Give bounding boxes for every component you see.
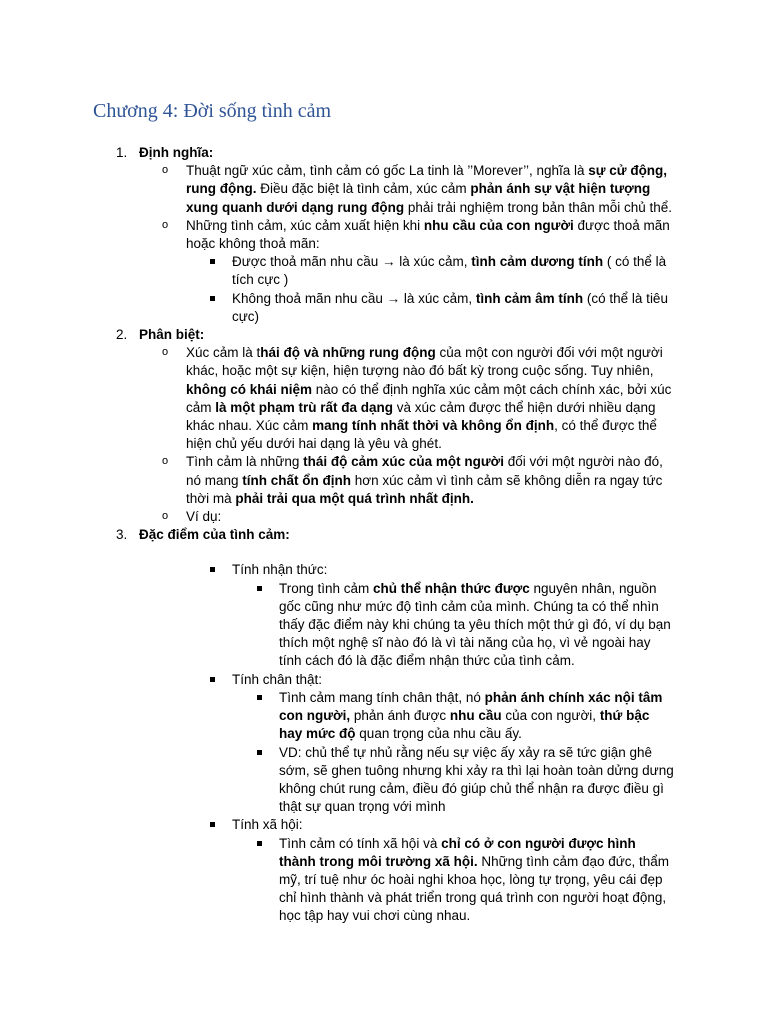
list-item <box>0 816 676 834</box>
paragraph <box>186 509 221 524</box>
bullet-circle-icon: o <box>162 164 169 177</box>
list-item <box>0 290 676 326</box>
text-run: của một con người đối với một người khác, hoặc một sự kiện, hiện tượng nào đó bất kỳ trong cuộc sống. Tuy nhiên, <box>186 345 663 379</box>
text-run: Được thoả mãn nhu cầu → là xúc cảm, <box>232 254 472 270</box>
text-run: Tính chân thật: <box>232 671 323 687</box>
list-item <box>0 671 676 689</box>
bold-text-run: sự cử động, rung động. <box>186 163 668 197</box>
bold-text-run: phản ánh chính xác nội tâm con người, <box>279 689 663 724</box>
list-item <box>0 508 676 526</box>
list-item <box>0 453 676 508</box>
paragraph <box>279 581 671 669</box>
list-item <box>0 835 676 926</box>
paragraph <box>232 562 327 577</box>
bold-text-run: tính chất ổn định <box>242 472 352 488</box>
bold-text-run: tình cảm âm tính <box>475 290 584 306</box>
bullet-square-icon <box>257 750 262 755</box>
text-run: Điều đặc biệt là tình cảm, xúc cảm <box>256 181 471 197</box>
paragraph <box>232 291 668 324</box>
paragraph <box>232 817 303 832</box>
list-item <box>0 162 676 217</box>
list-item <box>0 217 676 253</box>
text-run: Những tình cảm, xúc cảm xuất hiện khi <box>186 217 424 233</box>
paragraph <box>279 690 662 741</box>
bold-text-run: mang tính nhất thời và không ổn định <box>312 418 555 434</box>
text-run: Tình cảm mang tính chân thật, nó <box>279 689 485 705</box>
list-item <box>0 344 676 453</box>
bullet-circle-icon: o <box>162 510 169 523</box>
text-run: Xúc cảm là t <box>186 345 261 361</box>
text-run: Thuật ngữ xúc cảm, tình cảm có gốc La tinh là ’’Morever’’, nghĩa là <box>186 163 589 179</box>
text-run: nào có thể định nghĩa xúc cảm một cách chính xác, bởi xúc cảm <box>186 381 672 415</box>
bold-text-run: hái độ và những rung động <box>260 345 436 361</box>
bold-text-run: nhu cầu của con người <box>423 217 574 233</box>
bold-text-run: phản ánh sự vật hiện tượng xung quanh dưới dạng rung động <box>186 181 651 215</box>
bold-text-run: phải trải qua một quá trình nhất định. <box>235 490 474 506</box>
bold-text-run: tình cảm dương tính <box>471 254 604 270</box>
section-2 <box>0 326 679 344</box>
text-run: phản ánh được <box>350 708 450 724</box>
section-heading: Đặc điểm của tình cảm: <box>139 527 290 543</box>
chapter-title: Chương 4: Đời sống tình cảm <box>93 100 332 122</box>
text-run: nguyên nhân, nguồn gốc cũng như mức độ tình cảm của mình. Chúng ta có thể nhìn thấy đặc điểm này khi chúng ta yêu thích một thứ gì đó, ví dụ bạn thích một nghệ sĩ nào đó là vì tài năng của họ, vì vẻ ngoài hay tính cách đó là đặc điểm nhận thức của tình cảm. <box>279 580 671 669</box>
section-1 <box>0 144 679 162</box>
text-run: ( có thể là tích cực ) <box>232 254 667 288</box>
text-run: đối với một người nào đó, nó mang <box>186 454 663 488</box>
bullet-circle-icon: o <box>162 455 169 468</box>
bullet-square-icon <box>257 586 262 591</box>
bullet-square-icon <box>257 841 262 846</box>
list-item <box>0 580 676 671</box>
paragraph <box>232 672 322 687</box>
bold-text-run: chỉ có ở con người được hình thành trong môi trường xã hội. <box>279 835 636 869</box>
paragraph <box>186 163 672 214</box>
bold-text-run: nhu cầu <box>449 708 502 724</box>
paragraph <box>232 254 666 287</box>
bold-text-run: thứ bậc hay mức độ <box>279 708 650 742</box>
text-run: Trong tình cảm <box>279 580 374 596</box>
text-run: phải trải nghiệm trong bản thân mỗi chủ thể. <box>404 199 673 215</box>
bold-text-run: là một phạm trù rất đa dạng <box>215 399 394 415</box>
text-run: hơn xúc cảm vì tình cảm sẽ không diễn ra ngay tức thời mà <box>186 472 663 506</box>
bullet-circle-icon: o <box>162 346 169 359</box>
bullet-square-icon <box>210 677 215 682</box>
text-run: Tình cảm là những <box>186 454 304 470</box>
section-heading: Định nghĩa: <box>139 145 214 160</box>
text-run: VD: chủ thể tự nhủ rằng nếu sự việc ấy xảy ra sẽ tức giận ghê sớm, sẽ ghen tuông nhưng khi xảy ra thì lại hoàn toàn dửng dưng không chút rung cảm, điều đó giúp chủ thể nhận ra được điều gì thật sự quan trọng với mình <box>279 744 674 815</box>
text-run: Không thoả mãn nhu cầu → là xúc cảm, <box>232 290 476 306</box>
section-number: 1. <box>116 145 128 160</box>
bullet-square-icon <box>210 296 215 301</box>
paragraph <box>186 454 663 505</box>
spacer <box>0 544 768 561</box>
section-number: 3. <box>116 527 128 543</box>
text-run: và xúc cảm được thể hiện dưới nhiều dạng khác nhau. Xúc cảm <box>186 399 656 434</box>
text-run: Ví dụ: <box>186 509 222 525</box>
list-item <box>0 689 676 744</box>
section-heading: Phân biệt: <box>139 327 205 343</box>
section-3 <box>0 526 679 544</box>
text-run: quan trọng của nhu cầu ấy. <box>355 726 522 742</box>
paragraph <box>186 345 671 451</box>
text-run: Tính xã hội: <box>232 817 303 833</box>
bold-text-run: chủ thể nhận thức được <box>373 580 530 596</box>
text-run: được thoả mãn hoặc không thoả mãn: <box>186 217 670 252</box>
document-body <box>0 144 768 926</box>
text-run: Tình cảm có tính xã hội và <box>279 835 442 851</box>
list-item <box>0 561 676 579</box>
bold-text-run: thái độ cảm xúc của một người <box>303 454 505 470</box>
text-run: (có thể là tiêu cực) <box>232 290 668 324</box>
paragraph <box>279 745 674 815</box>
list-item <box>0 744 676 817</box>
paragraph <box>186 218 670 251</box>
bullet-square-icon <box>257 695 262 700</box>
bold-text-run: không có khái niệm <box>186 381 313 397</box>
paragraph <box>279 836 669 924</box>
bullet-square-icon <box>210 567 215 572</box>
bullet-circle-icon: o <box>162 218 169 231</box>
list-item <box>0 253 676 289</box>
bullet-square-icon <box>210 822 215 827</box>
text-run: của con người, <box>501 708 600 724</box>
section-number: 2. <box>116 327 128 343</box>
text-run: , có thể được thể hiện chủ yếu dưới hai dạng là yêu và ghét. <box>186 418 657 452</box>
text-run: Tính nhận thức: <box>232 562 328 578</box>
text-run: Những tình cảm đạo đức, thẩm mỹ, trí tuệ như óc hoài nghi khoa học, lòng tự trọng, yêu cái đẹp chỉ hình thành và phát triển trong quá trình con người hoạt động, học tập hay vui chơi cùng nhau. <box>279 853 670 924</box>
bullet-square-icon <box>210 259 215 264</box>
